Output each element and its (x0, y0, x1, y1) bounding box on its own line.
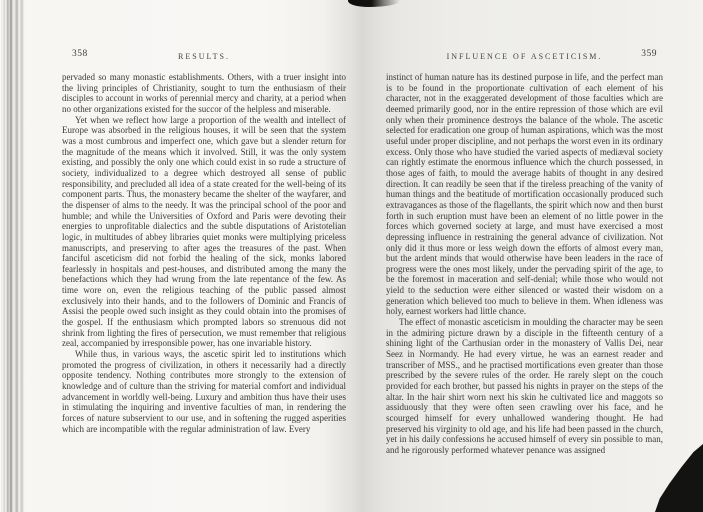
page-number-right: 359 (641, 49, 657, 59)
running-header-right: INFLUENCE OF ASCETICISM. (446, 52, 603, 61)
paragraph: pervaded so many monastic establishments. Others, with a truer insight into the living principles of Christianity, sought to turn the enthusiasm of their disciples to account in works of perennial mercy and charity, at a period when no other organizations existed for the succor of the helpless and miserable. (62, 72, 346, 114)
paragraph: Yet when we reflect how large a proportion of the wealth and intellect of Europe was absorbed in the religious houses, it will be seen that the system was a most cumbrous and imperfect one, which gave but a slender return for the magnitude of the means which it involved. Still, it was the only system existing, and possibly the only one which could exist in so rude a structure of society, individualized to a degree which destroyed all sense of public responsibility, and precluded all idea of a state created for the well-being of its component parts. Thus, the monastery became the shelter of the wayfarer, and the dispenser of alms to the needy. It was the principal school of the poor and humble; and while the Universities of Oxford and Paris were devoting their energies to unprofitable dialectics and the subtle disputations of Aristotelian logic, in multitudes of abbey libraries quiet monks were multiplying priceless manuscripts, and preserving to after ages the treasures of the past. When fanciful asceticism did not forbid the healing of the sick, monks labored fearlessly in hospitals and pest-houses, and distributed among the many the benefactions which they had wrung from the late repentance of the few. As time wore on, even the religious teaching of the public passed almost exclusively into their hands, and to the followers of Dominic and Francis of Assisi the people owed such insight as they could obtain into the promises of the gospel. If the enthusiasm which prompted labors so strenuous did not shrink from lighting the fires of persecution, we must remember that religious zeal, accompanied by irresponsible power, has one invariable history. (62, 114, 346, 349)
page-left (62, 46, 346, 434)
page-number-left: 358 (72, 49, 88, 59)
page-left-body (62, 72, 346, 434)
paragraph: While thus, in various ways, the ascetic spirit led to institutions which promoted the progress of civilization, in others it necessarily had a directly opposite tendency. Nothing contributes more strongly to the extension of knowledge and of culture than the striving for material comfort and individual advancement in worldly well-being. Luxury and ambition thus have their uses in stimulating the inquiring and inventive faculties of man, in rendering the forces of nature subservient to our use, and in softening the rugged asperities which are incompatible with the regular administration of law. Every (62, 349, 346, 434)
page-right (386, 46, 663, 456)
page-left-header (62, 46, 346, 70)
paragraph: The effect of monastic asceticism in moulding the character may be seen in the admiring picture drawn by a disciple in the fifteenth century of a shining light of the Carthusian order in the monastery of Vallis Dei, near Seez in Normandy. He had every virtue, he was an earnest reader and transcriber of MSS., and he practised mortifications even greater than those prescribed by the severe rules of the order. He rarely slept on the couch provided for each brother, but passed his nights in prayer on the steps of the altar. In the hair shirt worn next his skin he cultivated lice and maggots so assiduously that they were often seen crawling over his face, and he scourged himself for every unhallowed wandering thought. He had preserved his virginity to old age, and his life had been passed in the church, yet in his daily confessions he accused himself of every sin possible to man, and he rigorously performed whatever penance was assigned (386, 317, 663, 455)
gutter-top-shadow (348, 0, 400, 7)
running-header-left: RESULTS. (178, 52, 230, 61)
page-right-body (386, 72, 663, 456)
page-right-header (386, 46, 663, 70)
book-page-edges (0, 0, 26, 512)
paragraph: instinct of human nature has its destined purpose in life, and the perfect man is to be found in the proportionate cultivation of each element of his character, not in the exaggerated development of those faculties which are deemed primarily good, nor in the entire repression of those which are evil only when their prominence destroys the balance of the whole. The ascetic selected for eradication one group of human aspirations, which was the most useful under proper discipline, and not perhaps the worst even in its ordinary excess. Only those who have studied the varied aspects of mediæval society can rightly estimate the enormous influence which the church possessed, in those ages of faith, to mould the average habits of thought in any desired direction. It can readily be seen that if the tireless preaching of the vanity of human things and the beatitude of mortification occasionally produced such extravagances as those of the flagellants, the spirit which now and then burst forth in such eruption must have been an element of no little power in the forces which governed society at large, and must have exercised a most depressing influence in restraining the general advance of civilization. Not only did it thus more or less weigh down the efforts of almost every man, but the ardent minds that would otherwise have been leaders in the race of progress were the ones most likely, under the pervading spirit of the age, to be the foremost in maceration and self-denial; while those who would not yield to the seduction were either silenced or wasted their wisdom on a generation which believed too much to believe in them. When idleness was holy, earnest workers had little chance. (386, 72, 663, 317)
